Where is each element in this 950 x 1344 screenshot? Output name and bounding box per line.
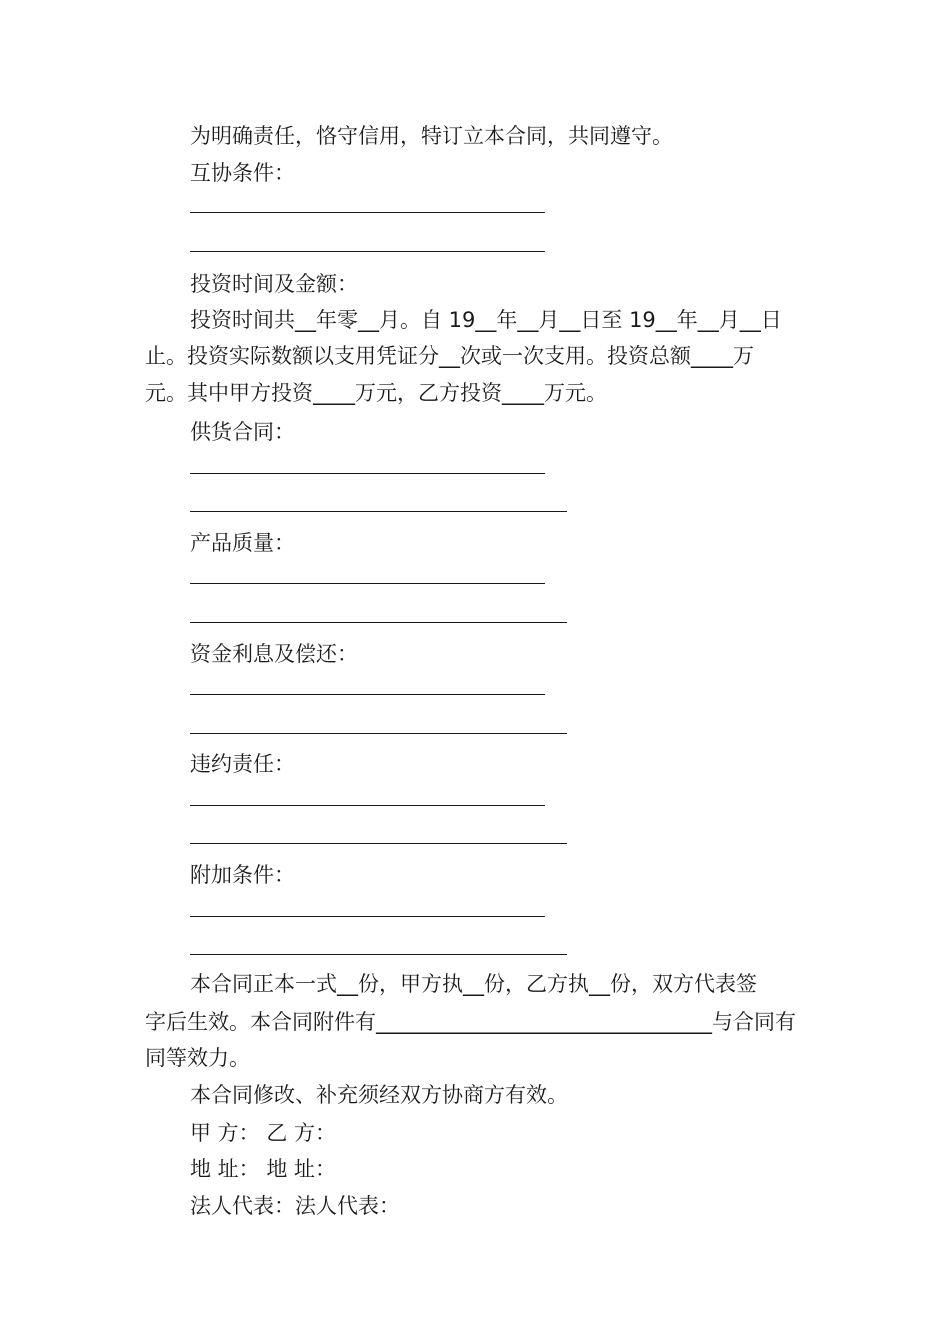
blank-line xyxy=(190,251,545,252)
blank-line xyxy=(190,473,545,474)
blank-line xyxy=(190,954,567,955)
address-signature-line: 地 址： 地 址： xyxy=(190,1157,337,1181)
investment-paragraph-line-2: 止。投资实际数额以支用凭证分__次或一次支用。投资总额____万 xyxy=(145,344,754,368)
blank-line xyxy=(190,733,567,734)
additional-conditions-heading: 附加条件： xyxy=(190,863,295,887)
copies-paragraph-line-2: 字后生效。本合同附件有________________________________与合同有 xyxy=(145,1010,796,1034)
blank-line xyxy=(190,916,545,917)
intro-paragraph: 为明确责任，恪守信用，特订立本合同，共同遵守。 xyxy=(190,124,673,148)
capital-interest-heading: 资金利息及偿还： xyxy=(190,642,358,666)
blank-line xyxy=(190,511,567,512)
blank-line xyxy=(190,212,545,213)
legal-representative-line: 法人代表：法人代表： xyxy=(190,1194,400,1218)
investment-paragraph-line-3: 元。其中甲方投资____万元，乙方投资____万元。 xyxy=(145,381,607,405)
copies-paragraph-line-1: 本合同正本一式__份，甲方执__份，乙方执__份，双方代表签 xyxy=(190,972,757,996)
investment-heading: 投资时间及金额： xyxy=(190,272,358,296)
amendment-clause: 本合同修改、补充须经双方协商方有效。 xyxy=(190,1083,568,1107)
product-quality-heading: 产品质量： xyxy=(190,531,295,555)
supply-contract-heading: 供货合同： xyxy=(190,420,295,444)
breach-liability-heading: 违约责任： xyxy=(190,752,295,776)
copies-paragraph-line-3: 同等效力。 xyxy=(145,1046,250,1070)
party-signature-line: 甲 方： 乙 方： xyxy=(190,1121,337,1145)
blank-line xyxy=(190,843,567,844)
blank-line xyxy=(190,583,545,584)
mutual-conditions-heading: 互协条件： xyxy=(190,161,295,185)
blank-line xyxy=(190,805,545,806)
investment-paragraph-line-1: 投资时间共__年零__月。自 19__年__月__日至 19__年__月__日 xyxy=(190,308,782,332)
blank-line xyxy=(190,622,567,623)
blank-line xyxy=(190,694,545,695)
